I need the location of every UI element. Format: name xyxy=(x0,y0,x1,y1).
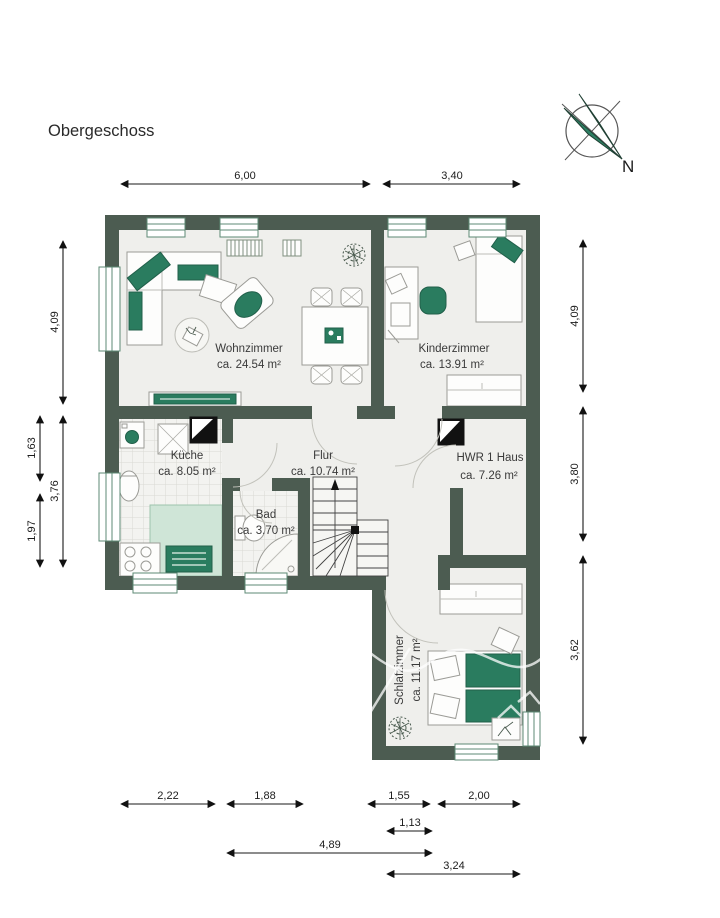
room-name: Küche xyxy=(170,450,204,462)
window xyxy=(220,218,258,237)
stair-newel xyxy=(351,526,359,534)
desk-chair xyxy=(420,287,446,314)
radiator-niche xyxy=(455,744,498,760)
dim-label: 1,88 xyxy=(254,790,276,802)
window xyxy=(469,218,506,237)
room-name: Bad xyxy=(255,509,277,521)
room-area: ca. 13.91 m² xyxy=(420,359,484,371)
sofa-cushion xyxy=(129,292,142,330)
room-area: ca. 10.74 m² xyxy=(291,466,355,478)
window xyxy=(133,573,177,593)
dim-label: 3,80 xyxy=(569,463,581,485)
dim-label: 1,13 xyxy=(399,817,421,829)
room-name: Kinderzimmer xyxy=(418,343,490,355)
dim-label: 3,76 xyxy=(49,480,61,502)
window xyxy=(99,473,120,541)
dim-label: 1,97 xyxy=(26,520,38,542)
dim-label: 4,89 xyxy=(319,839,341,851)
dim-label: 3,62 xyxy=(569,639,581,661)
window xyxy=(388,218,426,237)
wall-right xyxy=(526,215,540,760)
sideboard xyxy=(149,392,241,406)
room-area: ca. 7.26 m² xyxy=(460,470,518,482)
wall-hwr-bottom xyxy=(438,555,540,568)
page-title: Obergeschoss xyxy=(48,122,155,140)
dim-label: 4,09 xyxy=(569,305,581,327)
window xyxy=(523,712,540,746)
room-name: Schlafzimmer xyxy=(394,635,406,705)
room-area: ca. 3.70 m² xyxy=(237,525,295,537)
window xyxy=(147,218,185,237)
dim-label: 3,40 xyxy=(441,170,463,182)
room-name: Wohnzimmer xyxy=(215,343,283,355)
dim-label: 3,24 xyxy=(443,860,465,872)
dim-label: 1,63 xyxy=(26,437,38,459)
dim-label: 6,00 xyxy=(234,170,256,182)
room-area: ca. 11.17 m² xyxy=(411,638,423,702)
wall-bed-left xyxy=(372,576,386,760)
room-area: ca. 24.54 m² xyxy=(217,359,281,371)
window xyxy=(99,267,120,351)
stove xyxy=(120,543,160,576)
north-label: N xyxy=(622,157,635,176)
dim-label: 1,55 xyxy=(388,790,410,802)
dim-label: 4,09 xyxy=(49,311,61,333)
room-area: ca. 8.05 m² xyxy=(158,466,216,478)
dim-label: 2,22 xyxy=(157,790,179,802)
compass-rose xyxy=(562,94,634,176)
window xyxy=(245,573,287,593)
wall-divider-wz-kz xyxy=(371,230,384,406)
room-name: HWR 1 Haus xyxy=(456,452,524,464)
dim-label: 2,00 xyxy=(468,790,490,802)
room-name: Flur xyxy=(313,450,333,462)
